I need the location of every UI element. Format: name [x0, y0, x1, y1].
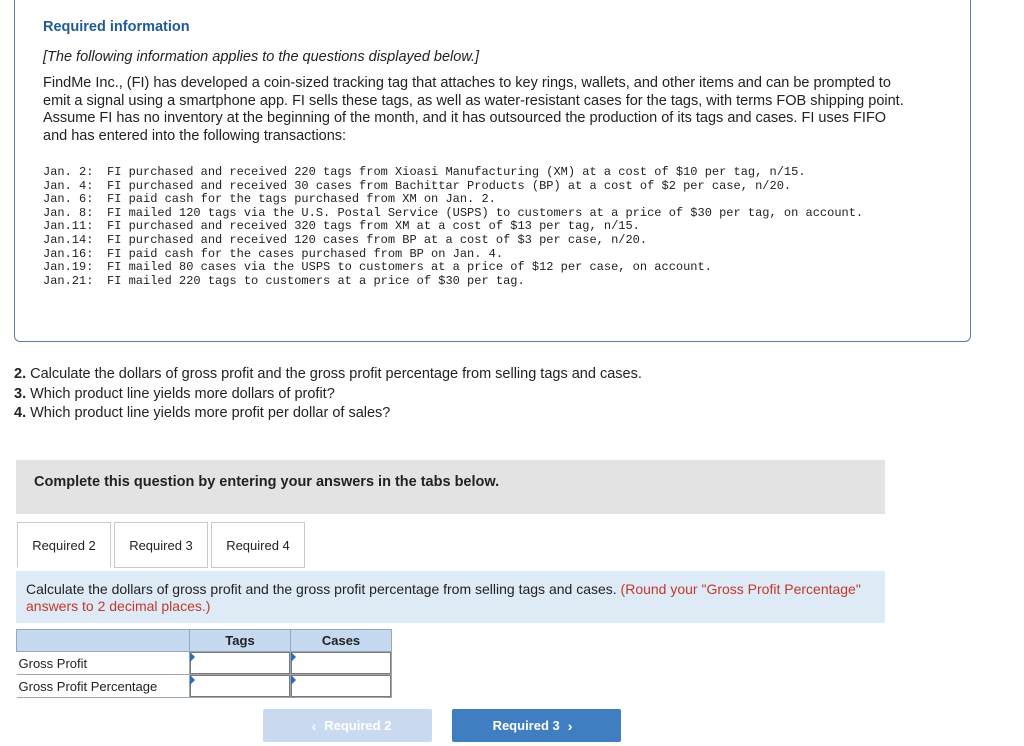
instruction-box: [16, 571, 885, 623]
tab-required-4[interactable]: Required 4: [211, 522, 305, 568]
transaction-item: [43, 248, 943, 262]
info-subtitle: [The following information applies to the questions displayed below.]: [43, 49, 480, 65]
complete-prompt-bar: [16, 460, 885, 514]
transaction-item: [43, 234, 943, 248]
required-tabs: [17, 522, 308, 568]
transaction-date: Jan.14:: [43, 232, 94, 247]
transaction-item: [43, 207, 943, 221]
gp-percentage-tags-cell: [190, 675, 291, 698]
tab-required-2[interactable]: Required 2: [17, 522, 111, 568]
tab-required-3[interactable]: Required 3: [114, 522, 208, 568]
transaction-date: Jan.16:: [43, 246, 94, 261]
transaction-date: Jan.21:: [43, 273, 94, 288]
previous-button[interactable]: [263, 709, 432, 742]
transaction-text: FI mailed 220 tags to customers at a price of $30 per tag.: [107, 273, 525, 288]
transaction-text: FI purchased and received 120 cases from BP at a cost of $3 per case, n/20.: [107, 232, 648, 247]
transaction-item: [43, 261, 943, 275]
info-title: Required information: [43, 19, 190, 35]
gross-profit-cases-input[interactable]: [291, 652, 391, 674]
table-row: [17, 652, 392, 675]
chevron-right-icon: ›: [567, 717, 573, 734]
transaction-date: Jan.11:: [43, 219, 94, 234]
row-label-gross-profit-percentage: Gross Profit Percentage: [17, 675, 190, 698]
input-flag-icon: [190, 652, 195, 662]
transaction-date: Jan. 2:: [43, 165, 94, 179]
gp-percentage-tags-input[interactable]: [190, 675, 290, 697]
transaction-text: FI paid cash for the tags purchased from XM on Jan. 2.: [107, 192, 496, 207]
chevron-left-icon: ‹: [311, 717, 317, 734]
transaction-text: FI purchased and received 220 tags from Xioasi Manufacturing (XM) at a cost of $10 per tag, n/15.: [107, 165, 806, 179]
table-header-row: [17, 630, 392, 652]
gross-profit-tags-cell: [190, 652, 291, 675]
transaction-list: [43, 166, 943, 288]
info-paragraph: FindMe Inc., (FI) has developed a coin-sized tracking tag that attaches to key rings, wallets, and other items and can be prompted to emit a signal using a smartphone app. FI sells these tags, as well as water-resistant cases for the tags, with terms FOB shipping point. Assume FI has no inventory at the beginning of the month, and it has outsourced the production of its tags and cases. FI uses FIFO and has entered into the following transactions:: [43, 75, 904, 144]
gross-profit-cases-cell: [291, 652, 392, 675]
input-flag-icon: [291, 675, 296, 685]
row-label-gross-profit: Gross Profit: [17, 652, 190, 675]
transaction-text: FI purchased and received 30 cases from Bachittar Products (BP) at a cost of $2 per case, n/20.: [107, 178, 792, 193]
transaction-text: FI paid cash for the cases purchased from BP on Jan. 4.: [107, 246, 504, 261]
transaction-item: [43, 275, 943, 289]
transaction-item: [43, 166, 943, 180]
complete-prompt-text: Complete this question by entering your answers in the tabs below.: [34, 474, 500, 490]
gp-percentage-cases-input[interactable]: [291, 675, 391, 697]
transaction-date: Jan. 6:: [43, 192, 94, 207]
question-number: 2.: [14, 366, 27, 382]
question-text: Which product line yields more profit per dollar of sales?: [30, 405, 391, 421]
transaction-date: Jan. 8:: [43, 205, 94, 220]
question-item: [14, 404, 642, 424]
transaction-item: [43, 180, 943, 194]
table-row: [17, 675, 392, 698]
question-item: [14, 385, 642, 405]
previous-button-label: Required 2: [324, 718, 392, 733]
transaction-date: Jan.19:: [43, 260, 94, 275]
question-text: Which product line yields more dollars of profit?: [30, 385, 335, 402]
transaction-text: FI purchased and received 320 tags from XM at a cost of $13 per tag, n/15.: [107, 219, 640, 234]
gross-profit-tags-input[interactable]: [190, 652, 290, 674]
question-item: [14, 365, 642, 385]
table-header-blank: [17, 630, 190, 652]
table-header-tags: Tags: [190, 630, 291, 652]
transaction-date: Jan. 4:: [43, 178, 94, 193]
next-button-label: Required 3: [492, 718, 560, 733]
input-flag-icon: [190, 675, 195, 685]
transaction-item: [43, 193, 943, 207]
gp-percentage-cases-cell: [291, 675, 392, 698]
answer-table: [16, 629, 392, 698]
transaction-item: [43, 220, 943, 234]
transaction-text: FI mailed 120 tags via the U.S. Postal Service (USPS) to customers at a price of $30 per tag, on account.: [107, 205, 864, 220]
question-number: 3.: [14, 385, 27, 402]
next-button[interactable]: [452, 709, 621, 742]
instruction-text: Calculate the dollars of gross profit and the gross profit percentage from selling tags and cases.: [26, 581, 617, 597]
rounding-note: (Round your "Gross Profit Percentage" answers to 2 decimal places.): [26, 581, 861, 614]
question-text: Calculate the dollars of gross profit and the gross profit percentage from selling tags and cases.: [30, 366, 642, 382]
question-list: [14, 365, 642, 424]
input-flag-icon: [291, 652, 296, 662]
question-number: 4.: [14, 405, 27, 421]
table-header-cases: Cases: [291, 630, 392, 652]
transaction-text: FI mailed 80 cases via the USPS to customers at a price of $12 per case, on account.: [107, 260, 712, 275]
